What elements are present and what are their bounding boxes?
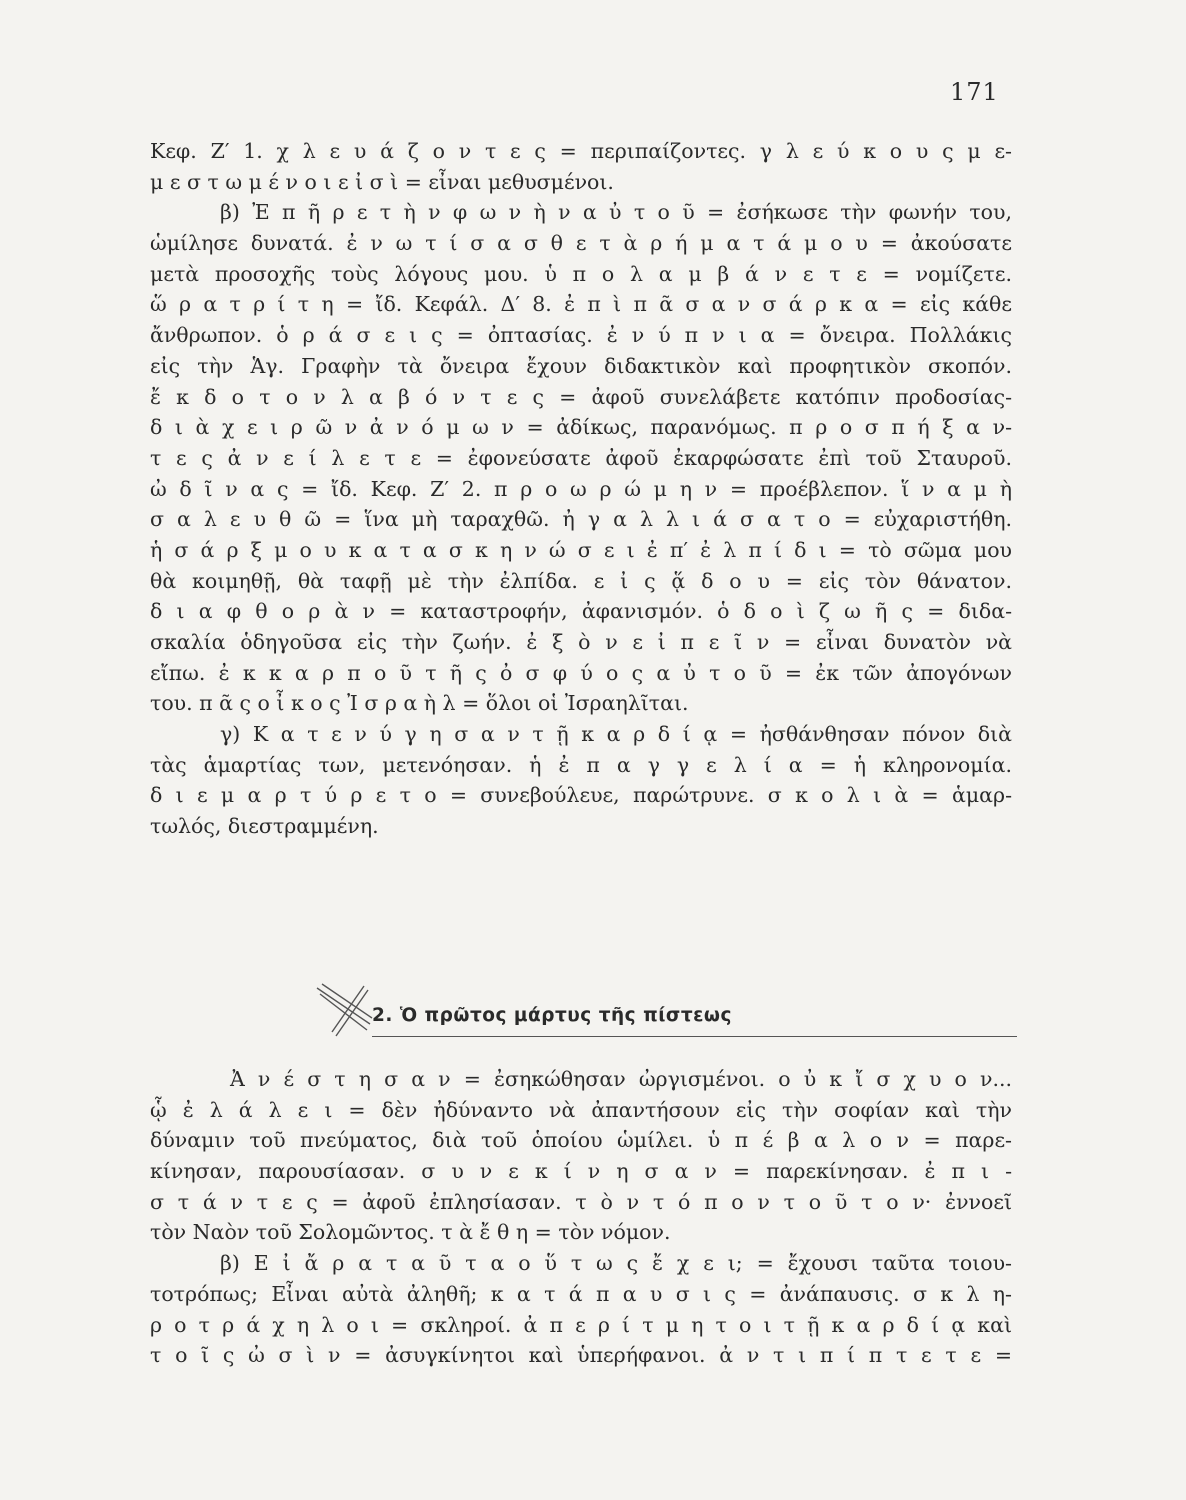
text-line: τοτρόπως; Εἶναι αὐτὰ ἀληθῆ; κ α τ ά π α υ σ ι ς = ἀνάπαυσις. σ κ λ η- <box>150 1281 1012 1306</box>
text-line: β) Ε ἰ ἄ ρ α τ α ῦ τ α ο ὕ τ ω ς ἔ χ ε ι; = ἔχουσι ταῦτα τοιου- <box>220 1251 1012 1276</box>
text-line: ἄνθρωπον. ὁ ρ ά σ ε ι ς = ὀπτασίας. ἐ ν ύ π ν ι α = ὄνειρα. Πολλάκις <box>150 323 1012 348</box>
text-line: εἴπω. ἐ κ κ α ρ π ο ῦ τ ῆ ς ὀ σ φ ύ ο ς α ὐ τ ο ῦ = ἐκ τῶν ἀπογόνων <box>150 660 1012 685</box>
text-line: του. π ᾶ ς ο ἶ κ ο ς Ἰ σ ρ α ὴ λ = ὅλοι οἱ Ἰσραηλῖται. <box>150 691 689 716</box>
text-line: ὡμίλησε δυνατά. ἐ ν ω τ ί σ α σ θ ε τ ὰ ρ ή μ α τ ά μ ο υ = ἀκούσατε <box>150 231 1012 256</box>
text-line: θὰ κοιμηθῇ, θὰ ταφῇ μὲ τὴν ἐλπίδα. ε ἰ ς ᾅ δ ο υ = εἰς τὸν θάνατον. <box>150 568 1012 593</box>
text-line: μετὰ προσοχῆς τοὺς λόγους μου. ὑ π ο λ α μ β ά ν ε τ ε = νομίζετε. <box>150 261 1012 286</box>
text-line: τ ε ς ἀ ν ε ί λ ε τ ε = ἐφονεύσατε ἀφοῦ ἐκαρφώσατε ἐπὶ τοῦ Σταυροῦ. <box>150 445 1012 470</box>
text-line: ὠ δ ῖ ν α ς = ἴδ. Κεφ. Ζ′ 2. π ρ ο ω ρ ώ μ η ν = προέβλεπον. ἵ ν α μ ὴ <box>150 476 1012 501</box>
text-line: δ ι α φ θ ο ρ ὰ ν = καταστροφήν, ἀφανισμόν. ὁ δ ο ὶ ζ ω ῆ ς = διδα- <box>150 599 1012 624</box>
text-block-bottom <box>150 1064 1012 1371</box>
text-line: β) Ἐ π ῆ ρ ε τ ὴ ν φ ω ν ὴ ν α ὐ τ ο ῦ = ἐσήκωσε τὴν φωνήν του, <box>220 200 1012 225</box>
text-line: κίνησαν, παρουσίασαν. σ υ ν ε κ ί ν η σ α ν = παρεκίνησαν. ἐ π ι - <box>150 1159 1012 1184</box>
text-line: ρ ο τ ρ ά χ η λ ο ι = σκληροί. ἀ π ε ρ ί τ μ η τ ο ι τ ῇ κ α ρ δ ί ᾳ καὶ <box>150 1312 1012 1337</box>
text-line: εἰς τὴν Ἁγ. Γραφὴν τὰ ὄνειρα ἔχουν διδακτικὸν καὶ προφητικὸν σκοπόν. <box>150 353 1012 378</box>
text-line: τὰς ἁμαρτίας των, μετενόησαν. ἡ ἐ π α γ γ ε λ ί α = ἡ κληρονομία. <box>150 752 1012 777</box>
text-line: τωλός, διεστραμμένη. <box>150 814 379 839</box>
text-line: ὥ ρ α τ ρ ί τ η = ἴδ. Κεφάλ. Δ′ 8. ἐ π ὶ π ᾶ σ α ν σ ά ρ κ α = εἰς κάθε <box>150 292 1012 317</box>
text-line: δ ι ε μ α ρ τ ύ ρ ε τ ο = συνεβούλευε, παρώτρυνε. σ κ ο λ ι ὰ = ἁμαρ- <box>150 783 1012 808</box>
text-line: σ α λ ε υ θ ῶ = ἵνα μὴ ταραχθῶ. ἠ γ α λ λ ι ά σ α τ ο = εὐχαριστήθη. <box>150 507 1012 532</box>
text-line: μ ε σ τ ω μ έ ν ο ι ε ἰ σ ὶ = εἶναι μεθυσμένοι. <box>150 169 614 194</box>
text-block-top <box>150 136 1012 842</box>
page-number: 171 <box>950 78 999 106</box>
text-line: ἡ σ ά ρ ξ μ ο υ κ α τ α σ κ η ν ώ σ ε ι ἐ π′ ἐ λ π ί δ ι = τὸ σῶμα μου <box>150 537 1012 562</box>
text-line: ἔ κ δ ο τ ο ν λ α β ό ν τ ε ς = ἀφοῦ συνελάβετε κατόπιν προδοσίας- <box>150 384 1012 409</box>
text-line: δύναμιν τοῦ πνεύματος, διὰ τοῦ ὁποίου ὡμίλει. ὑ π έ β α λ ο ν = παρε- <box>150 1128 1012 1153</box>
heading-underline <box>372 1036 1017 1037</box>
section-heading: 2. Ὁ πρῶτος μάρτυς τῆς πίστεως <box>372 1005 732 1026</box>
text-line: Ἀ ν έ σ τ η σ α ν = ἐσηκώθησαν ὠργισμένοι. ο ὐ κ ἴ σ χ υ ο ν... <box>230 1067 1012 1091</box>
text-line: γ) Κ α τ ε ν ύ γ η σ α ν τ ῇ κ α ρ δ ί ᾳ = ἠσθάνθησαν πόνον διὰ <box>220 722 1012 747</box>
text-line: τ ο ῖ ς ὠ σ ὶ ν = ἀσυγκίνητοι καὶ ὑπερήφανοι. ἀ ν τ ι π ί π τ ε τ ε = <box>150 1343 1012 1368</box>
text-line: ᾧ ἐ λ ά λ ε ι = δὲν ἠδύναντο νὰ ἀπαντήσουν εἰς τὴν σοφίαν καὶ τὴν <box>150 1097 1012 1122</box>
text-line: Κεφ. Ζ′ 1. χ λ ε υ ά ζ ο ν τ ε ς = περιπαίζοντες. γ λ ε ύ κ ο υ ς μ ε- <box>150 139 1012 163</box>
text-line: τὸν Ναὸν τοῦ Σολομῶντος. τ ὰ ἔ θ η = τὸν νόμον. <box>150 1220 671 1245</box>
text-line: σκαλία ὁδηγοῦσα εἰς τὴν ζωήν. ἐ ξ ὸ ν ε ἰ π ε ῖ ν = εἶναι δυνατὸν νὰ <box>150 630 1012 654</box>
text-line: σ τ ά ν τ ε ς = ἀφοῦ ἐπλησίασαν. τ ὸ ν τ ό π ο ν τ ο ῦ τ ο ν· ἐννοεῖ <box>150 1189 1012 1214</box>
text-line: δ ι ὰ χ ε ι ρ ῶ ν ἀ ν ό μ ω ν = ἀδίκως, παρανόμως. π ρ ο σ π ή ξ α ν- <box>150 415 1012 440</box>
